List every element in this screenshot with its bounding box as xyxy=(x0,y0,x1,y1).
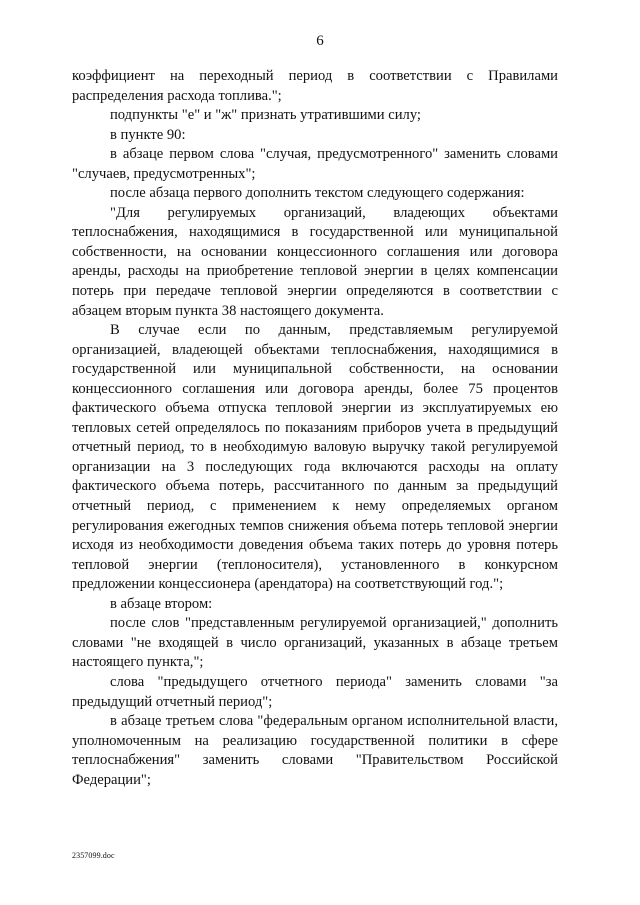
paragraph-third-abzac: в абзаце третьем слова "федеральным органом исполнительной власти, уполномоченным на реализацию государственной политики в сфере теплоснабжения" заменить словами "Правительством Российской Федерации"; xyxy=(72,713,558,788)
paragraph-after-words: после слов "представленным регулируемой организацией," дополнить словами "не входящей в число организаций, указанных в абзаце третьем настоящего пункта,"; xyxy=(72,615,558,671)
document-file-code: 2357099.doc xyxy=(72,851,115,860)
page-number: 6 xyxy=(316,33,324,49)
paragraph-second-abzac: в абзаце втором: xyxy=(110,595,213,612)
paragraph-previous-period: слова "предыдущего отчетного периода" заменить словами "за предыдущий отчетный период"; xyxy=(72,673,558,710)
paragraph-point-90: в пункте 90: xyxy=(110,126,186,143)
paragraph-first-abzac-change: в абзаце первом слова "случая, предусмотренного" заменить словами "случаев, предусмотренных"; xyxy=(72,146,558,182)
paragraph-quoted-metering-case: В случае если по данным, представляемым регулируемой организацией, владеющей объектами теплоснабжения, находящимися в государственной или муниципальной собственности, на основании концессионного соглашения или договора аренды, более 75 процентов фактического объема отпуска тепловой энергии из эксплуатируемых ею тепловых сетей определялось по показаниям приборов учета в предыдущий отчетный период, то в необходимую валовую выручку такой регулируемой организации на 3 последующих года включаются расходы на оплату фактического объема потерь, рассчитанного по данным за предыдущий отчетный период, с применением к нему определяемых органом регулирования ежегодных темпов снижения объема потерь тепловой энергии исходя из необходимости доведения объема таких потерь до уровня потерь тепловой энергии (теплоносителя), установленного в конкурсном предложении концессионера (арендатора) на соответствующий год."; xyxy=(72,322,558,593)
paragraph-subpoints-void: подпункты "е" и "ж" признать утратившими силу; xyxy=(110,107,421,124)
paragraph-add-text: после абзаца первого дополнить текстом следующего содержания: xyxy=(110,185,525,202)
paragraph-continuation: коэффициент на переходный период в соответствии с Правилами распределения расхода топлива."; xyxy=(72,68,558,104)
paragraph-quoted-regulated-orgs: "Для регулируемых организаций, владеющих объектами теплоснабжения, находящимися в государственной или муниципальной собственности, на основании концессионного соглашения или договора аренды, расходы на приобретение тепловой энергии в целях компенсации потерь при передаче тепловой энергии определяются в соответствии с абзацем вторым пункта 38 настоящего документа. xyxy=(72,204,558,319)
document-body xyxy=(72,67,558,790)
